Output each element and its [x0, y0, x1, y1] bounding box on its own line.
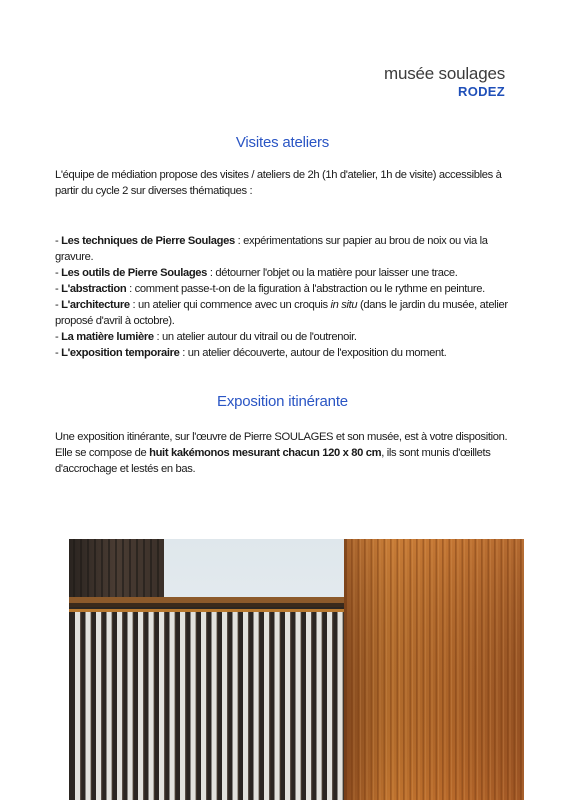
list-item: - La matière lumière : un atelier autour du vitrail ou de l'outrenoir.	[55, 331, 357, 343]
thematiques-list	[55, 233, 515, 361]
item-title: Les outils de Pierre Soulages	[61, 267, 208, 279]
exposition-text: Une exposition itinérante, sur l'œuvre de Pierre SOULAGES et son musée, est à votre disposition. Elle se compose de huit kakémonos mesurant chacun 120 x 80 cm, ils sont munis d'œillets d'accrochage et lestés en bas.	[55, 431, 508, 475]
list-item: - L'abstraction : comment passe-t-on de la figuration à l'abstraction ou le rythme en peinture.	[55, 283, 485, 295]
item-italic: in situ	[330, 299, 358, 311]
item-title: La matière lumière	[61, 331, 154, 343]
list-item: - Les outils de Pierre Soulages : détourner l'objet ou la matière pour laisser une trace.	[55, 267, 458, 279]
item-title: Les techniques de Pierre Soulages	[61, 235, 235, 247]
museum-facade-photo	[69, 539, 524, 800]
musee-logo	[384, 64, 505, 99]
kakemono-dimensions: huit kakémonos mesurant chacun 120 x 80 cm	[149, 447, 382, 459]
visites-intro: L'équipe de médiation propose des visites / ateliers de 2h (1h d'atelier, 1h de visite) accessibles à partir du cycle 2 sur diverses thématiques :	[55, 169, 502, 197]
item-title: L'architecture	[61, 299, 130, 311]
corten-steel-facade-image	[69, 539, 524, 800]
item-title: L'abstraction	[61, 283, 127, 295]
item-title: L'exposition temporaire	[61, 347, 180, 359]
list-item: - Les techniques de Pierre Soulages : expérimentations sur papier au brou de noix ou via la gravure.	[55, 235, 488, 263]
logo-city: RODEZ	[458, 84, 505, 99]
list-item: - L'exposition temporaire : un atelier découverte, autour de l'exposition du moment.	[55, 347, 447, 359]
logo-name: musée soulages	[384, 64, 505, 83]
list-item: - L'architecture : un atelier qui commence avec un croquis in situ (dans le jardin du musée, atelier proposé d'avril à octobre).	[55, 299, 508, 327]
section-title-visites: Visites ateliers	[235, 134, 330, 151]
section-title-exposition: Exposition itinérante	[217, 393, 348, 410]
